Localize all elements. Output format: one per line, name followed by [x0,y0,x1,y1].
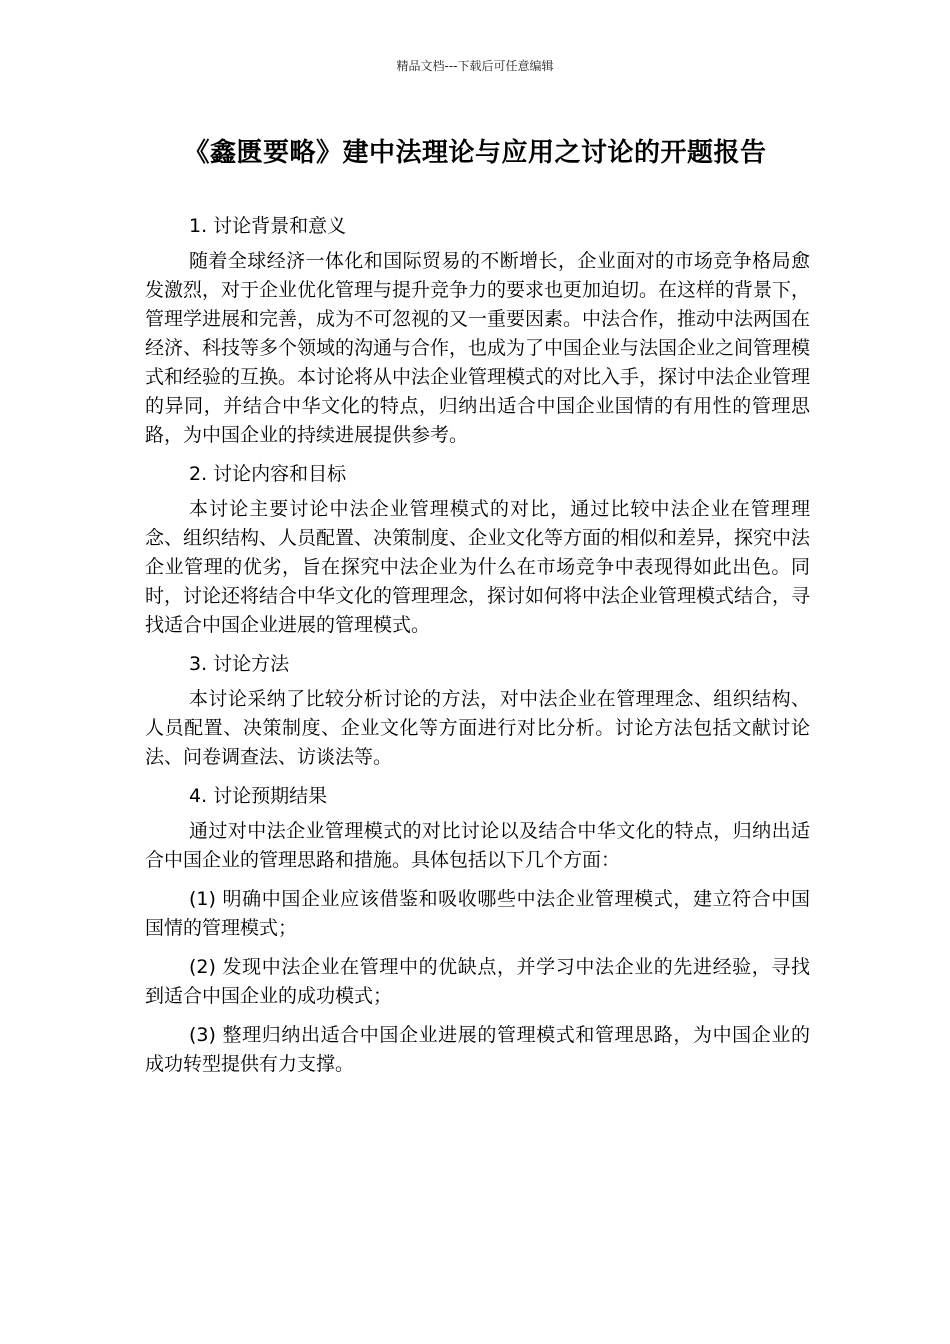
section-paragraph: 本讨论采纳了比较分析讨论的方法，对中法企业在管理理念、组织结构、人员配置、决策制度、企业文化等方面进行对比分析。讨论方法包括文献讨论法、问卷调查法、访谈法等。 [145,688,810,768]
section-background [145,212,810,450]
section-method [145,650,810,772]
section-heading: 1. 讨论背景和意义 [189,215,347,237]
list-item: (3) 整理归纳出适合中国企业进展的管理模式和管理思路，为中国企业的成功转型提供有力支撑。 [145,1024,810,1075]
document-body [145,212,810,1089]
document-title: 《鑫匮要略》建中法理论与应用之讨论的开题报告 [183,138,767,168]
list-item: (2) 发现中法企业在管理中的优缺点，并学习中法企业的先进经验，寻找到适合中国企业的成功模式； [145,956,810,1007]
section-expected-results [145,782,810,1079]
list-item: (1) 明确中国企业应该借鉴和吸收哪些中法企业管理模式，建立符合中国国情的管理模式； [145,888,810,939]
section-paragraph: 通过对中法企业管理模式的对比讨论以及结合中华文化的特点，归纳出适合中国企业的管理思路和措施。具体包括以下几个方面： [145,820,810,871]
section-content-goals [145,460,810,640]
section-heading: 2. 讨论内容和目标 [189,463,347,485]
header-note: 精品文档---下载后可任意编辑 [396,59,554,73]
section-paragraph: 本讨论主要讨论中法企业管理模式的对比，通过比较中法企业在管理理念、组织结构、人员配置、决策制度、企业文化等方面的相似和差异，探究中法企业管理的优劣，旨在探究中法企业为什么在市场竞争中表现得如此出色。同时，讨论还将结合中华文化的管理理念，探讨如何将中法企业管理模式结合，寻找适合中国企业进展的管理模式。 [145,498,811,636]
section-heading: 4. 讨论预期结果 [189,785,328,807]
section-paragraph: 随着全球经济一体化和国际贸易的不断增长，企业面对的市场竞争格局愈发激烈，对于企业优化管理与提升竞争力的要求也更加迫切。在这样的背景下，管理学进展和完善，成为不可忽视的又一重要因素。中法合作，推动中法两国在经济、科技等多个领域的沟通与合作，也成为了中国企业与法国企业之间管理模式和经验的互换。本讨论将从中法企业管理模式的对比入手，探讨中法企业管理的异同，并结合中华文化的特点，归纳出适合中国企业国情的有用性的管理思路，为中国企业的持续进展提供参考。 [145,250,811,446]
section-heading: 3. 讨论方法 [189,653,290,675]
